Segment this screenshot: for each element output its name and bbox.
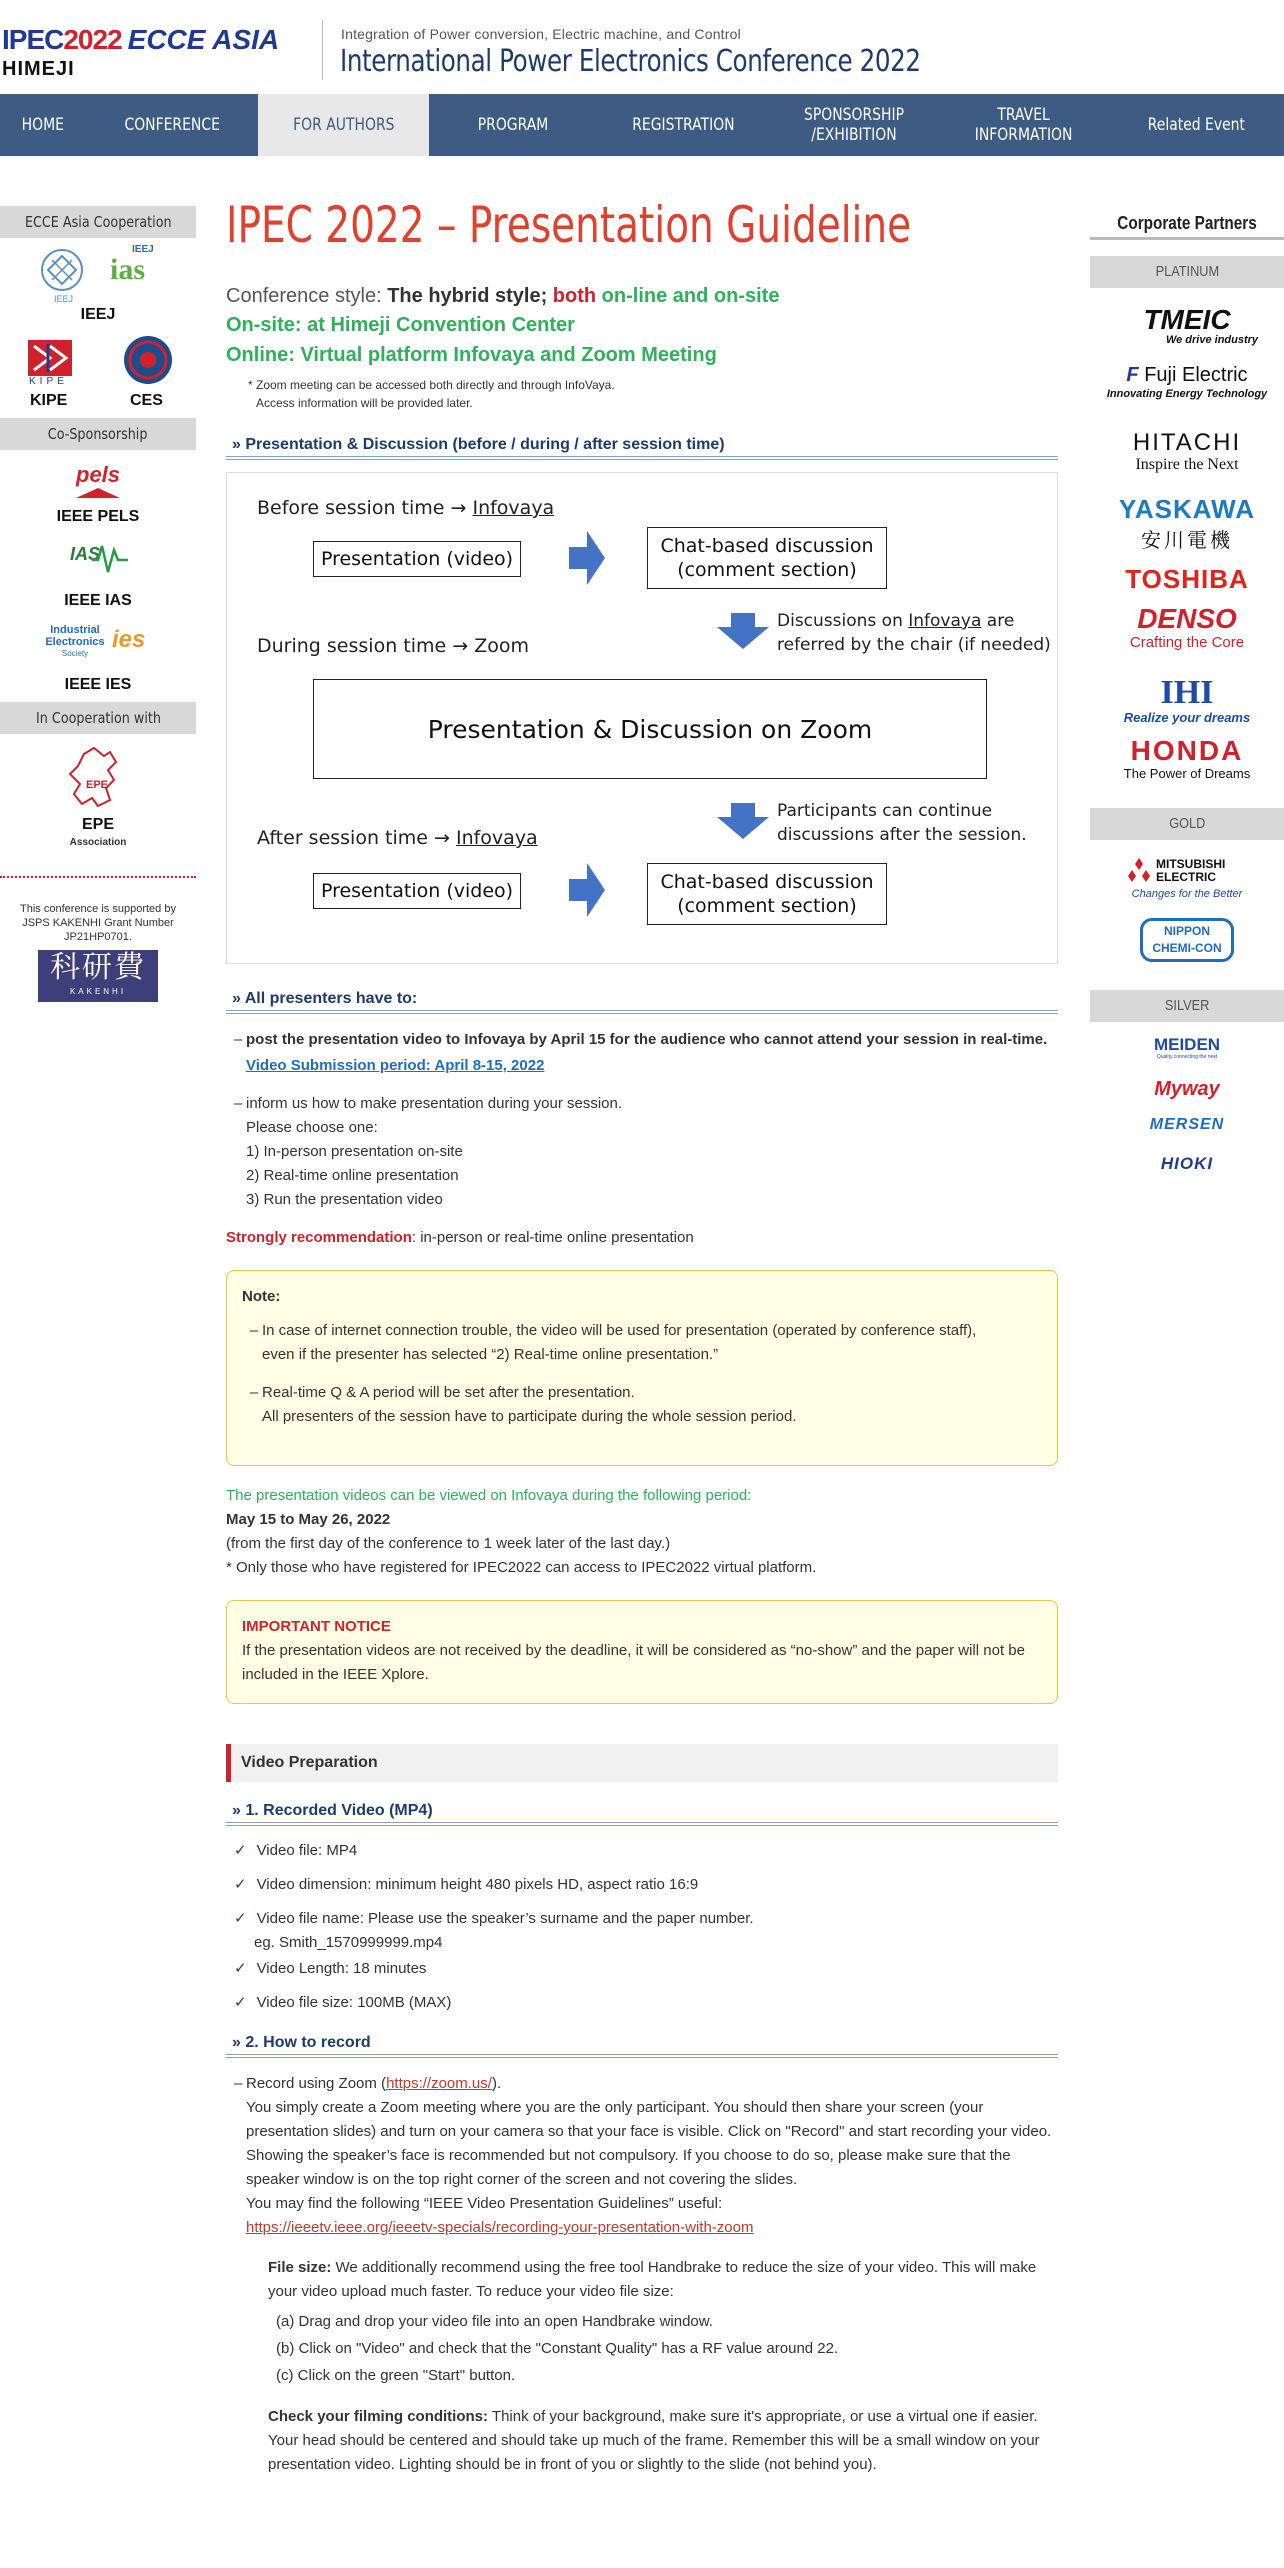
nav-for-authors[interactable]: FOR AUTHORS xyxy=(258,94,429,156)
mitsubishi-logo[interactable]: MITSUBISHI ELECTRIC Changes for the Better xyxy=(1090,840,1284,910)
ieej-emblem-icon xyxy=(38,246,90,304)
mersen-logo[interactable]: MERSEN xyxy=(1149,1116,1225,1133)
tmeic-logo[interactable]: TMEIC We drive industry xyxy=(1143,304,1259,346)
gold-heading: GOLD xyxy=(1090,808,1284,840)
header-title: International Power Electronics Conference 2022 xyxy=(340,44,921,79)
epe-label: EPE xyxy=(81,816,114,833)
kakenhi-support-text: This conference is supported by JSPS KAKENHI Grant Number JP21HP0701. xyxy=(20,903,176,943)
sidebar-divider xyxy=(0,876,196,878)
arrow-down-icon xyxy=(717,613,769,649)
strong-recommendation: Strongly recommendation: in-person or real-time online presentation xyxy=(226,1229,694,1246)
zoom-access-note: * Zoom meeting can be accessed both directly and through InfoVaya. Access information will be provided later. xyxy=(248,378,615,410)
before-session-label: Before session time → Infovaya xyxy=(257,497,555,519)
page-title: IPEC 2022 – Presentation Guideline xyxy=(226,196,912,254)
discussions-referred-text: Discussions on Infovaya are referred by the chair (if needed) xyxy=(777,611,1051,655)
myway-logo[interactable]: Myway xyxy=(1154,1078,1220,1100)
hioki-logo[interactable]: HIOKI xyxy=(1160,1154,1214,1173)
ces-emblem-icon[interactable] xyxy=(122,334,174,386)
pels-swoosh-icon xyxy=(74,486,122,500)
zoom-link[interactable]: https://zoom.us/ xyxy=(386,2075,492,2092)
video-requirements-list xyxy=(226,1834,1058,2020)
presentation-video-box-2: Presentation (video) xyxy=(313,873,521,909)
kipe-emblem-icon xyxy=(28,340,72,376)
epe-sub-label: Association xyxy=(69,837,127,848)
ces-label: CES xyxy=(130,392,163,409)
svg-text:IEEJ: IEEJ xyxy=(54,294,74,304)
ihi-logo[interactable]: IHI Realize your dreams xyxy=(1123,674,1251,725)
check-icon: ✓ xyxy=(234,1994,247,2011)
kipe-logo[interactable] xyxy=(28,340,72,376)
participants-continue-text: Participants can continue discussions after the session. xyxy=(777,801,1027,845)
main-content xyxy=(226,196,1058,2477)
zoom-discussion-box: Presentation & Discussion on Zoom xyxy=(313,679,987,779)
onsite-text: On-site: at Himeji Convention Center xyxy=(226,314,575,336)
cooperation-heading: ECCE Asia Cooperation xyxy=(0,206,196,238)
in-cooperation-heading: In Cooperation with xyxy=(0,702,196,734)
epe-logo[interactable] xyxy=(0,734,196,854)
meiden-logo[interactable]: MEIDEN Quality connecting the next xyxy=(1153,1035,1221,1060)
right-sidebar xyxy=(1090,206,1284,1184)
nav-related-event[interactable]: Related Event xyxy=(1147,115,1246,135)
ies-logo[interactable]: Industrial Electronics Society ies IEEE IES xyxy=(0,618,196,702)
epe-map-icon xyxy=(64,744,128,816)
nav-home[interactable]: HOME xyxy=(21,115,65,135)
partners-title: Corporate Partners xyxy=(1090,206,1284,240)
kipe-label: KIPE xyxy=(30,392,68,409)
chat-discussion-box-1: Chat-based discussion (comment section) xyxy=(647,527,887,589)
list-item: ✓ Video file name: Please use the speaker’s surname and the paper number. eg. Smith_1570999999.mp4 xyxy=(234,1910,754,1951)
nav-sponsorship[interactable]: SPONSORSHIP /EXHIBITION xyxy=(803,105,905,145)
nav-program[interactable]: PROGRAM xyxy=(477,115,549,135)
check-icon: ✓ xyxy=(234,1876,247,1893)
nav-conference[interactable]: CONFERENCE xyxy=(124,115,220,135)
ieej-ias-logo: IEEJ ias xyxy=(110,244,154,286)
ies-label: IEEE IES xyxy=(64,676,132,693)
fuji-f-icon: F xyxy=(1126,364,1139,386)
post-video-item: – post the presentation video to Infovaya by April 15 for the audience who cannot attend your session in real-time. Video Submission period: April 8-15, 2022 xyxy=(226,1028,1058,1078)
fuji-electric-logo[interactable]: F Fuji Electric Innovating Energy Technology xyxy=(1106,364,1268,400)
viewing-period: The presentation videos can be viewed on Infovaya during the following period: May 15 to May 26, 2022 (from the first day of the conference to 1 week later of the last day.) * Only those who have registered for IPEC2022 can access to IPEC2022 virtual platform. xyxy=(226,1487,817,1576)
presentation-video-box-1: Presentation (video) xyxy=(313,541,521,577)
arrow-right-icon xyxy=(569,863,605,917)
nippon-chemi-con-logo[interactable]: NIPPON CHEMI-CON xyxy=(1090,910,1284,982)
pels-label: IEEE PELS xyxy=(56,508,140,525)
ieej-label: IEEJ xyxy=(80,306,116,323)
check-icon: ✓ xyxy=(234,1842,247,1859)
list-item: ✓ Video file size: 100MB (MAX) xyxy=(234,1994,452,2011)
list-item: ✓ Video file: MP4 xyxy=(234,1842,358,1859)
header-subtitle: Integration of Power conversion, Electric machine, and Control xyxy=(341,26,741,42)
nav-travel[interactable]: TRAVEL INFORMATION xyxy=(975,105,1073,145)
check-icon: ✓ xyxy=(234,1960,247,1977)
ias-logo[interactable]: IAS IEEE IAS xyxy=(0,534,196,618)
record-zoom-item: – Record using Zoom (https://zoom.us/). You simply create a Zoom meeting where you are the only participant. You should then share your screen (your presentation slides) and turn on your camera so that your face is visible. Click on "Record" and start recording your video. Showing the speaker’s face is recommended but not compulsory. If you choose to do so, please make sure that the speaker window is on the top right corner of the screen and not covering the slides. You may find the following “IEEE Video Presentation Guidelines” useful: https://ieeetv.ieee.org/ieeetv-specials/recording-your-presentation-with-zoom xyxy=(234,2075,1052,2236)
svg-text:EPE: EPE xyxy=(86,779,109,791)
yaskawa-logo[interactable]: YASKAWA 安川電機 xyxy=(1118,494,1256,552)
pels-logo[interactable]: pels IEEE PELS xyxy=(0,450,196,534)
logo-year-text: 2022 xyxy=(63,24,122,55)
ieee-guidelines-link[interactable]: https://ieeetv.ieee.org/ieeetv-specials/recording-your-presentation-with-zoom xyxy=(246,2219,754,2236)
video-submission-link[interactable]: Video Submission period: April 8-15, 2022 xyxy=(246,1057,545,1074)
important-notice-box: IMPORTANT NOTICE If the presentation videos are not received by the deadline, it will be considered as “no-show” and the paper will not be included in the IEEE Xplore. xyxy=(226,1600,1058,1704)
file-size-section: File size: We additionally recommend using the free tool Handbrake to reduce the size of your video. This will make your video upload much faster. To reduce your video file size: (a) Drag and drop your video file into an open Handbrake window. (b) Click on "Video" and check that the "Constant Quality" has a RF value around 22. (c) Click on the green "Start" button. xyxy=(268,2259,1037,2384)
arrow-down-icon xyxy=(717,803,769,839)
note-box: Note: – In case of internet connection trouble, the video will be used for presentation (operated by conference staff), even if the presenter has selected “2) Real-time online presentation.” – Real-time Q & A period will be set after the presentation. All presenters of the session have to participate during the whole session period. xyxy=(226,1270,1058,1466)
section-presentation-discussion: » Presentation & Discussion (before / during / after session time) xyxy=(226,430,1058,460)
ieej-logo[interactable] xyxy=(0,238,196,334)
section-all-presenters: » All presenters have to: xyxy=(226,984,1058,1014)
online-text: Online: Virtual platform Infovaya and Zoom Meeting xyxy=(226,344,717,366)
hitachi-logo[interactable]: HITACHI Inspire the Next xyxy=(1132,429,1242,473)
chat-discussion-box-2: Chat-based discussion (comment section) xyxy=(647,863,887,925)
header-divider xyxy=(322,20,323,80)
toshiba-logo[interactable]: TOSHIBA xyxy=(1125,564,1249,594)
video-preparation-heading: Video Preparation xyxy=(226,1744,1058,1782)
section-how-to-record: » 2. How to record xyxy=(226,2028,1058,2058)
section-recorded-video: » 1. Recorded Video (MP4) xyxy=(226,1796,1058,1826)
logo-city-text: HIMEJI xyxy=(2,58,75,80)
site-header xyxy=(0,0,1284,94)
silver-heading: SILVER xyxy=(1090,990,1284,1022)
arrow-right-icon xyxy=(569,531,605,585)
kakenhi-logo[interactable]: 科研費 KAKENHI xyxy=(38,950,158,1002)
left-sidebar xyxy=(0,206,196,1002)
check-icon: ✓ xyxy=(234,1910,247,1927)
honda-logo[interactable]: HONDA The Power of Dreams xyxy=(1123,735,1251,781)
platinum-heading: PLATINUM xyxy=(1090,256,1284,288)
list-item: ✓ Video dimension: minimum height 480 pixels HD, aspect ratio 16:9 xyxy=(234,1876,699,1893)
logo-ecce-text: ECCE ASIA xyxy=(127,24,280,55)
list-item: ✓ Video Length: 18 minutes xyxy=(234,1960,427,1977)
mitsubishi-diamonds-icon xyxy=(1126,858,1152,882)
cosponsorship-heading: Co-Sponsorship xyxy=(0,418,196,450)
filming-conditions-section: Check your filming conditions: Think of your background, make sure it's appropriate, or use a virtual one if easier. Your head should be centered and should take up much of the frame. Remember this will be a small window on your presentation video. Lighting should be in front of you or slightly to the slide (not behind you). xyxy=(268,2408,1040,2473)
inform-item: – inform us how to make presentation during your session. Please choose one: 1) In-person presentation on-site 2) Real-time online presentation 3) Run the presentation video xyxy=(234,1095,623,1208)
kipe-ces-logos: KIPE KIPE CES xyxy=(0,334,196,414)
during-session-label: During session time → Zoom xyxy=(257,635,529,657)
ias-wave-icon xyxy=(90,540,130,576)
site-logo[interactable] xyxy=(2,24,280,80)
after-session-label: After session time → Infovaya xyxy=(257,827,538,849)
denso-logo[interactable]: DENSO Crafting the Core xyxy=(1129,603,1245,651)
main-nav xyxy=(0,94,1284,156)
ias-label: IEEE IAS xyxy=(64,592,132,609)
nav-registration[interactable]: REGISTRATION xyxy=(631,115,735,135)
conference-style: Conference style: The hybrid style; both on-line and on-site xyxy=(226,285,780,307)
logo-ipec-text: IPEC xyxy=(2,24,64,55)
session-flow-diagram xyxy=(226,472,1058,964)
